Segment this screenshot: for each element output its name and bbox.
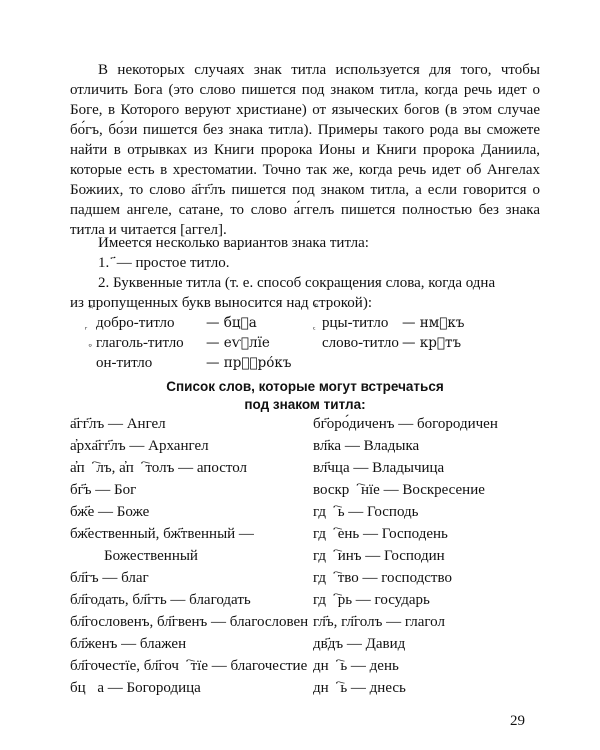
list-item: воскрⷭ҇нїе — Воскресение bbox=[313, 482, 485, 498]
titlo-label: добро-титло bbox=[96, 315, 175, 331]
list-item: бж҃ественный, бж҃твенный — bbox=[70, 526, 254, 542]
list-item: бг҃ъ — Бог bbox=[70, 482, 137, 498]
list-item: бл҃годать, бл҃гть — благодать bbox=[70, 592, 251, 608]
list-item: вл҃чца — Владычица bbox=[313, 460, 445, 476]
list-item: днⷭ҇ь — днесь bbox=[313, 680, 406, 696]
list-item: а҃гг҃лъ — Ангел bbox=[70, 416, 166, 432]
list-item: бг҃оро́диченъ — богородичен bbox=[313, 416, 498, 432]
list-item: гдⷭ҇ь — Господь bbox=[313, 504, 419, 520]
list-item: гл҃ъ, гл҃голъ — глагол bbox=[313, 614, 445, 630]
letter-titla-item: 2. Буквенные титла (т. е. способ сокращения слова, когда одна bbox=[98, 275, 496, 291]
list-item: гдⷭ҇ень — Господень bbox=[313, 526, 448, 542]
titlo-example: — бцⷣа bbox=[206, 315, 257, 331]
list-item: дв҃дъ — Давид bbox=[313, 636, 406, 652]
page-number: 29 bbox=[510, 713, 525, 729]
titlo-example: — крⷭтъ bbox=[402, 335, 462, 351]
titlo-example: — прⷪ҇ро́къ bbox=[206, 355, 292, 371]
intro-paragraph: В некоторых случаях знак титла используется для того, чтобы отличить Бога (это слово пишется под знаком титла, когда речь идет о Боге, в Которого веруют христиане) от языческих богов (в этом случае бо́гъ, бо́зи пишется без знака титла). Примеры такого рода вы сможете найти в отрывках из Книги пророка Ионы и Книги пророка Даниила, которые есть в хрестоматии. Точно так же, когда речь идет об Ангелах Божиих, то слово а҃гг҃лъ пишется под знаком титла, а если говорится о падшем ангеле, сатане, то слово а́ггелъ пишется полностью без знака титла и читается [аггел]. bbox=[70, 62, 540, 238]
list-item: бл҃гъ — благ bbox=[70, 570, 149, 586]
titlo-label: глаголь-титло bbox=[96, 335, 184, 351]
list-item: гдⷭ҇рь — государь bbox=[313, 592, 430, 608]
list-item: вл҃ка — Владыка bbox=[313, 438, 420, 454]
list-item: днⷭ҇ь — день bbox=[313, 658, 399, 674]
list-item: бл҃гочестїе, бл҃гочⷭ҇тїе — благочестие bbox=[70, 658, 308, 674]
word-list-heading: Список слов, которые могут встречаться под знаком титла: bbox=[166, 379, 444, 412]
letter-titla-item-cont: из пропущенных букв выносится над строкой): bbox=[70, 295, 372, 311]
titlo-example: — нмⷬкъ bbox=[402, 315, 465, 331]
variants-intro: Имеется несколько вариантов знака титла: bbox=[98, 235, 369, 251]
simple-titlo-item: 1. ҃ — простое титло. bbox=[98, 255, 230, 271]
list-item: бл҃гословенъ, бл҃гвенъ — благословен bbox=[70, 614, 309, 630]
list-item: а҆пⷭ҇лъ, а҆пⷭ҇толъ — апостол bbox=[70, 460, 248, 476]
titlo-label: слово-титло bbox=[322, 335, 399, 351]
list-item: Божественный bbox=[104, 548, 198, 564]
list-item: бл҃женъ — блажен bbox=[70, 636, 187, 652]
titlo-example: — еѵⷢлїе bbox=[206, 335, 270, 351]
list-item: гдⷭ҇тво — господство bbox=[313, 570, 452, 586]
list-item: а҆рха҃гг҃лъ — Архангел bbox=[70, 438, 209, 454]
titlo-label: он-титло bbox=[96, 355, 153, 371]
titlo-label: рцы-титло bbox=[322, 315, 389, 331]
list-item: бцⷣа — Богородица bbox=[70, 680, 201, 696]
list-item: бж҃е — Боже bbox=[70, 504, 150, 520]
list-item: гдⷭ҇инъ — Господин bbox=[313, 548, 445, 564]
